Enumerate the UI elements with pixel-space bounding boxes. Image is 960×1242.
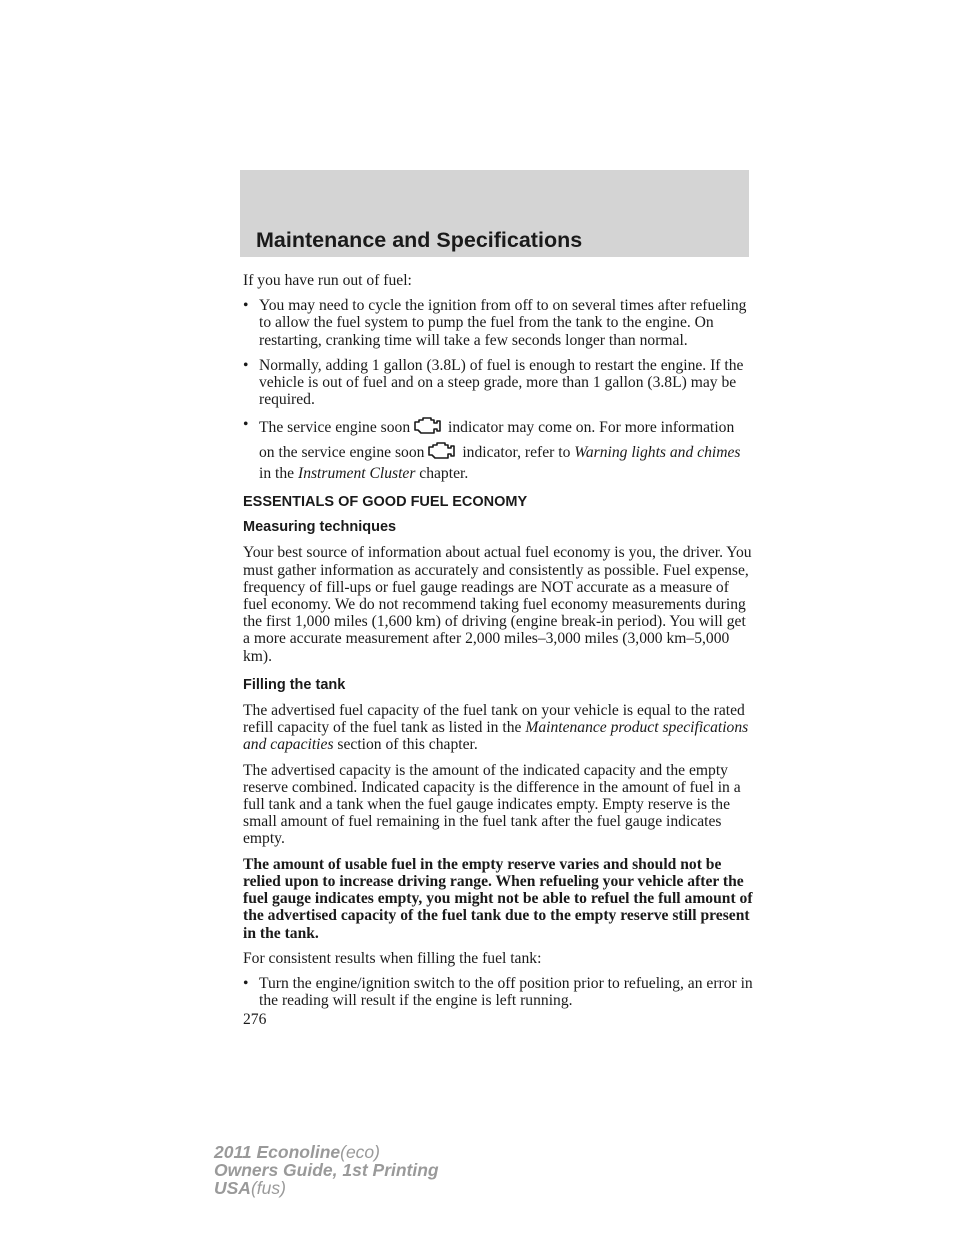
footer-model-code: (eco) <box>340 1142 380 1162</box>
list-item <box>243 357 753 409</box>
paragraph-text: The advertised fuel capacity of the fuel tank on your vehicle is equal to the rated refill capacity of the fuel tank as listed in the <box>243 702 745 737</box>
warning-paragraph: The amount of usable fuel in the empty reserve varies and should not be relied upon to increase driving range. When refueling your vehicle after the fuel gauge indicates empty, you might not be able to refuel the full amount of the advertised capacity of the fuel tank due to the empty reserve still present in the tank. <box>243 855 753 942</box>
footer-guide: Owners Guide, 1st Printing <box>214 1160 439 1180</box>
footer-line <box>214 1143 439 1161</box>
bullet-dot: • <box>243 356 249 374</box>
bullet-text: Normally, adding 1 gallon (3.8L) of fuel is enough to restart the engine. If the vehicle is out of fuel and on a steep grade, more than 1 gallon (3.8L) may be required. <box>259 356 744 409</box>
engine-icon <box>412 416 442 440</box>
list-item <box>243 297 753 349</box>
paragraph: For consistent results when filling the fuel tank: <box>243 949 542 967</box>
page-content <box>243 272 753 1029</box>
cross-reference: Maintenance product specifications and capacities <box>243 719 749 754</box>
list-item <box>243 975 753 1009</box>
bullet-dot: • <box>243 974 249 992</box>
bullet-text: indicator may come on. For more information on the service engine soon <box>259 419 735 461</box>
bullet-text: The service engine soon <box>259 419 411 437</box>
cross-reference: Warning lights and chimes <box>574 443 741 461</box>
bullet-dot: • <box>243 416 249 434</box>
subsection-heading: Measuring techniques <box>243 519 397 536</box>
paragraph-text: section of this chapter. <box>337 736 478 754</box>
bullet-dot: • <box>243 297 249 315</box>
section-heading: ESSENTIALS OF GOOD FUEL ECONOMY <box>243 494 528 511</box>
bullet-text: Turn the engine/ignition switch to the off position prior to refueling, an error in the reading will result if the engine is left running. <box>259 974 753 1010</box>
bullet-text: chapter. <box>419 464 469 482</box>
footer-line <box>214 1179 439 1197</box>
list-item-service-engine <box>243 416 753 482</box>
footer-region: USA <box>214 1178 251 1198</box>
footer-region-code: (fus) <box>250 1178 286 1198</box>
chapter-title: Maintenance and Specifications <box>256 228 583 252</box>
bullet-text: indicator, refer to <box>462 443 571 461</box>
document-footer <box>214 1143 439 1197</box>
bullet-text: You may need to cycle the ignition from off to on several times after refueling to allow the fuel system to pump the fuel from the tank to the engine. On restarting, cranking time will take a few seconds longer than normal. <box>259 297 747 349</box>
subsection-heading: Filling the tank <box>243 676 346 693</box>
bullet-text: in the <box>259 464 295 482</box>
footer-model: 2011 Econoline <box>214 1142 341 1162</box>
engine-icon <box>426 441 456 465</box>
paragraph <box>243 702 753 754</box>
page-number: 276 <box>243 1011 267 1029</box>
cross-reference: Instrument Cluster <box>298 464 416 482</box>
intro-text: If you have run out of fuel: <box>243 272 412 289</box>
paragraph: The advertised capacity is the amount of the indicated capacity and the empty reserve combined. Indicated capacity is the difference in the amount of fuel in a full tank and a tank when the fuel gauge indicates empty. Empty reserve is the small amount of fuel remaining in the fuel tank after the fuel gauge indicates empty. <box>243 761 741 848</box>
paragraph: Your best source of information about actual fuel economy is you, the driver. You must gather information as accurately and consistently as possible. Fuel expense, frequency of fill-ups or fuel gauge readings are NOT accurate as a measure of fuel economy. We do not recommend taking fuel economy measurements during the first 1,000 miles (1,600 km) of driving (engine break-in period). You will get a more accurate measurement after 2,000 miles–3,000 miles (3,000 km–5,000 km). <box>243 544 752 665</box>
